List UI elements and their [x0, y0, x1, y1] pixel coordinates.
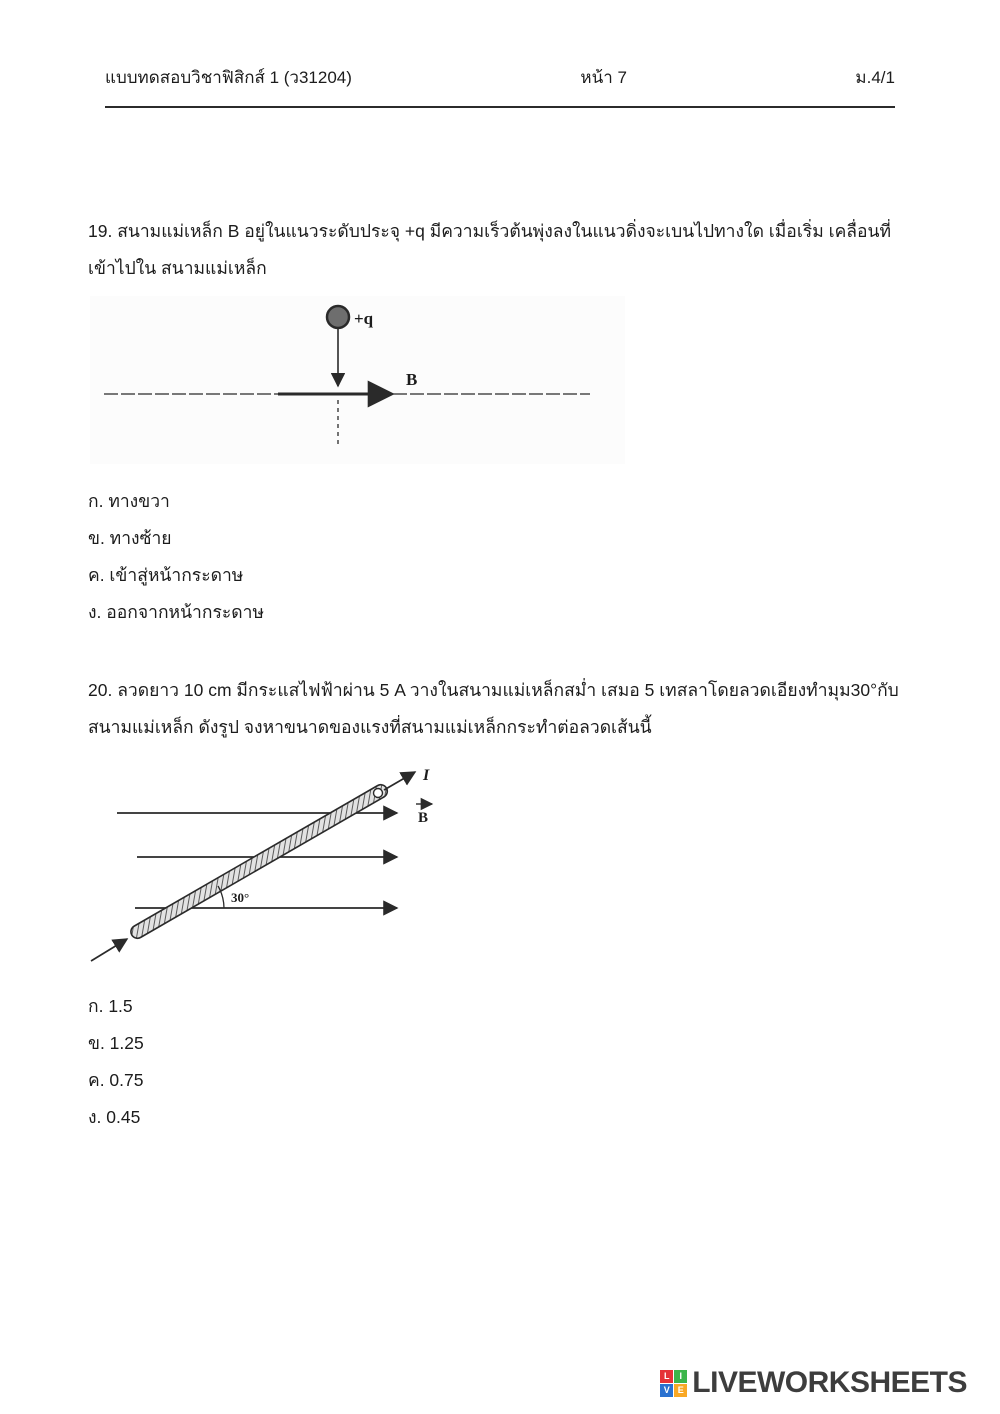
choice-19-c: ค. เข้าสู่หน้ากระดาษ: [88, 565, 244, 585]
logo-cell-e: E: [674, 1384, 687, 1397]
question-20-figure: [85, 760, 465, 977]
question-19-figure-svg: [90, 296, 625, 464]
field-label-b: B: [418, 810, 429, 826]
liveworksheets-brand[interactable]: [660, 1366, 967, 1400]
logo-cell-v: V: [660, 1384, 673, 1397]
current-label-i: I: [423, 767, 430, 784]
logo-cell-i: I: [674, 1370, 687, 1383]
positive-charge: [327, 306, 374, 328]
question-19-figure: [90, 296, 625, 469]
current-arrow: [384, 767, 430, 790]
page-header: [105, 64, 895, 108]
field-label-b: B: [406, 370, 418, 389]
question-19-text: 19. สนามแม่เหล็ก B อยู่ในแนวระดับประจุ +q มีความเร็วต้นพุ่งลงในแนวดิ่งจะเบนไปทางใด เมื่อเริ่ม เคลื่อนที่เข้าไปใน สนามแม่เหล็ก: [88, 221, 892, 278]
choice-20-c: ค. 0.75: [88, 1070, 144, 1090]
current-lead-arrow: [91, 939, 127, 961]
header-title: แบบทดสอบวิชาฟิสิกส์ 1 (ว31204): [105, 68, 352, 87]
b-vector-label: [416, 804, 432, 826]
brand-text: LIVEWORKSHEETS: [692, 1366, 967, 1399]
question-20-text: 20. ลวดยาว 10 cm มีกระแสไฟฟ้าผ่าน 5 A วางในสนามแม่เหล็กสม่ำ เสมอ 5 เทสลาโดยลวดเอียงทำมุม30°กับ สนามแม่เหล็ก ดังรูป จงหาขนาดของแรงที่สนามแม่เหล็กกระทำต่อลวดเส้นนี้: [88, 680, 899, 737]
liveworksheets-logo-icon: [660, 1370, 687, 1397]
choice-19-d: ง. ออกจากหน้ากระดาษ: [88, 602, 265, 622]
header-page-number: หน้า 7: [580, 68, 627, 87]
choice-19-a: ก. ทางขวา: [88, 491, 170, 511]
choice-20-d: ง. 0.45: [88, 1107, 141, 1127]
choice-20-b: ข. 1.25: [88, 1033, 144, 1053]
choice-19-b: ข. ทางซ้าย: [88, 528, 172, 548]
question-20-choices: [88, 988, 144, 1136]
wire-rod: [129, 782, 390, 940]
question-19-choices: [88, 483, 264, 631]
question-20-figure-svg: [85, 760, 465, 972]
angle-label: 30°: [231, 890, 250, 905]
charge-label: +q: [354, 309, 374, 328]
header-class-label: ม.4/1: [855, 68, 895, 87]
logo-cell-l: L: [660, 1370, 673, 1383]
choice-20-a: ก. 1.5: [88, 996, 133, 1016]
